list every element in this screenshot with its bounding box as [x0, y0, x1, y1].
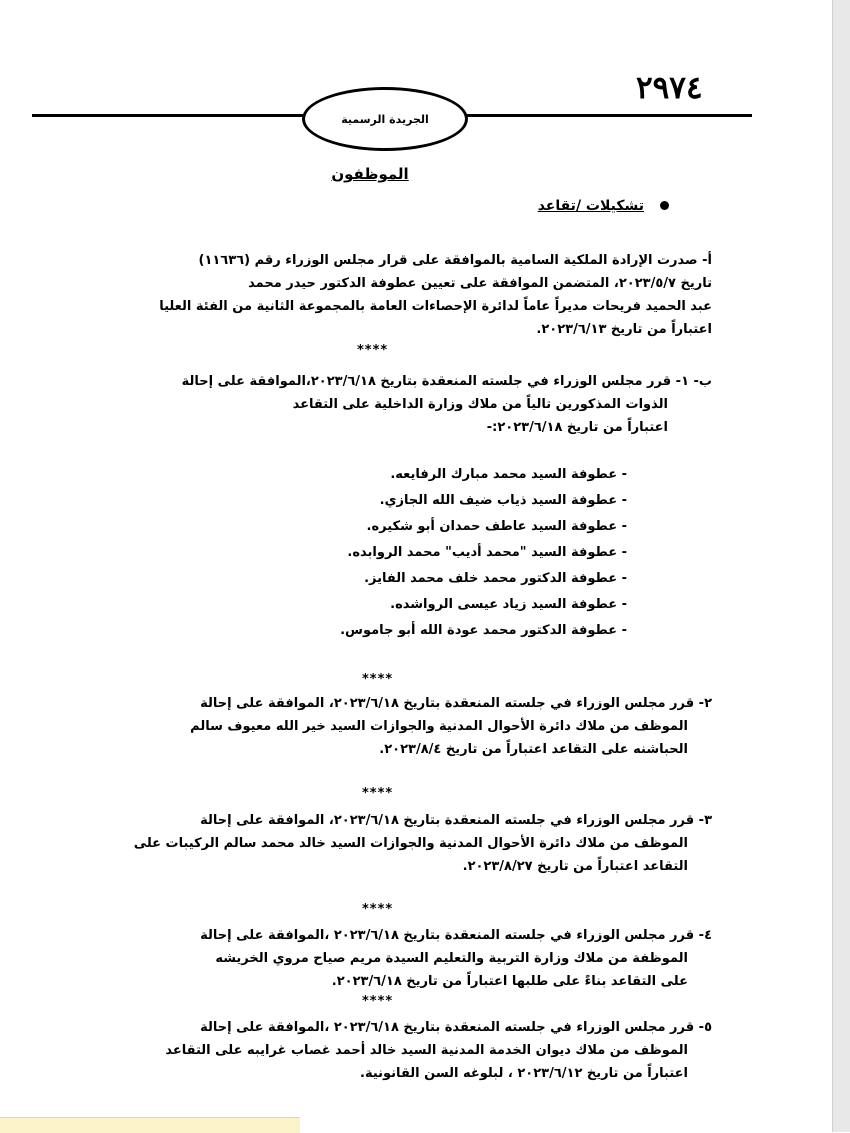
paragraph-5	[52, 1016, 712, 1085]
paragraph-line: تاريخ ٢٠٢٣/٥/٧، المتضمن الموافقة على تعيين عطوفة الدكتور حيدر محمد	[248, 276, 712, 291]
separator: ****	[362, 786, 394, 801]
paragraph-line: الموظف من ملاك ديوان الخدمة المدنية السيد خالد أحمد غصاب غرايبه على التقاعد	[165, 1043, 688, 1058]
paragraph-line: على التقاعد بناءً على طلبها اعتباراً من تاريخ ٢٠٢٣/٦/١٨.	[331, 974, 688, 989]
separator: ****	[362, 672, 394, 687]
paragraph-2	[52, 692, 712, 761]
separator: ****	[357, 343, 389, 358]
paragraph-line: الموظف من ملاك دائرة الأحوال المدنية والجوازات السيد خير الله معيوف سالم	[190, 719, 688, 734]
paragraph-b1	[52, 370, 712, 439]
paragraph-line: أ- صدرت الإرادة الملكية السامية بالموافقة على قرار مجلس الوزراء رقم (١١٦٣٦)	[198, 253, 712, 268]
bullet-icon	[660, 201, 669, 210]
page-number: ٢٩٧٤	[636, 70, 703, 106]
paragraph-line: اعتباراً من تاريخ ٢٠٢٣/٦/١٣.	[536, 322, 712, 337]
gazette-name-oval	[302, 87, 468, 151]
subheading: تشكيلات /تقاعد	[537, 198, 644, 214]
paragraph-a	[52, 249, 712, 341]
paragraph-line: الموظفة من ملاك وزارة التربية والتعليم السيدة مريم صياح مروي الخريشه	[215, 951, 688, 966]
list-item: - عطوفة الدكتور محمد خلف محمد الفايز.	[364, 571, 627, 586]
gazette-name: الجريدة الرسمية	[341, 112, 429, 126]
paragraph-line: اعتباراً من تاريخ ٢٠٢٣/٦/١٢ ، لبلوغه السن القانونية.	[360, 1066, 688, 1081]
paragraph-line: الحباشنه على التقاعد اعتباراً من تاريخ ٢٠٢٣/٨/٤.	[379, 742, 688, 757]
list-item: - عطوفة السيد ذياب ضيف الله الجازي.	[379, 493, 627, 508]
paragraph-line: ٢- قرر مجلس الوزراء في جلسته المنعقدة بتاريخ ٢٠٢٣/٦/١٨، الموافقة على إحالة	[200, 696, 712, 711]
paragraph-4	[52, 924, 712, 993]
list-item: - عطوفة السيد زياد عيسى الرواشده.	[390, 597, 627, 612]
list-item: - عطوفة الدكتور محمد عودة الله أبو جاموس.	[340, 623, 627, 638]
paragraph-line: ٥- قرر مجلس الوزراء في جلسته المنعقدة بتاريخ ٢٠٢٣/٦/١٨ ،الموافقة على إحالة	[200, 1020, 712, 1035]
paragraph-line: عبد الحميد فريحات مديراً عاماً لدائرة الإحصاءات العامة بالمجموعة الثانية من الفئة العليا	[159, 299, 712, 314]
list-item: - عطوفة السيد "محمد أديب" محمد الروابده.	[347, 545, 627, 560]
paragraph-line: اعتباراً من تاريخ ٢٠٢٣/٦/١٨:-	[486, 420, 668, 435]
paragraph-line: الموظف من ملاك دائرة الأحوال المدنية والجوازات السيد خالد محمد سالم الركيبات على	[133, 836, 688, 851]
list-item: - عطوفة السيد عاطف حمدان أبو شكيره.	[366, 519, 627, 534]
separator: ****	[362, 902, 394, 917]
paragraph-line: ٤- قرر مجلس الوزراء في جلسته المنعقدة بتاريخ ٢٠٢٣/٦/١٨ ،الموافقة على إحالة	[200, 928, 712, 943]
sticky-note	[0, 1117, 300, 1133]
paragraph-line: الذوات المذكورين تالياً من ملاك وزارة الداخلية على التقاعد	[292, 397, 668, 412]
list-item: - عطوفة السيد محمد مبارك الرفايعه.	[390, 467, 627, 482]
paragraph-line: التقاعد اعتباراً من تاريخ ٢٠٢٣/٨/٢٧.	[462, 859, 688, 874]
paragraph-line: ٣- قرر مجلس الوزراء في جلسته المنعقدة بتاريخ ٢٠٢٣/٦/١٨، الموافقة على إحالة	[200, 813, 712, 828]
paragraph-3	[52, 809, 712, 878]
retirees-list	[227, 462, 627, 644]
viewer-side-panel	[833, 0, 850, 1132]
separator: ****	[362, 994, 394, 1009]
paragraph-line: ب- ١- قرر مجلس الوزراء في جلسته المنعقدة بتاريخ ٢٠٢٣/٦/١٨،الموافقة على إحالة	[181, 374, 712, 389]
section-title: الموظفون	[331, 165, 409, 183]
